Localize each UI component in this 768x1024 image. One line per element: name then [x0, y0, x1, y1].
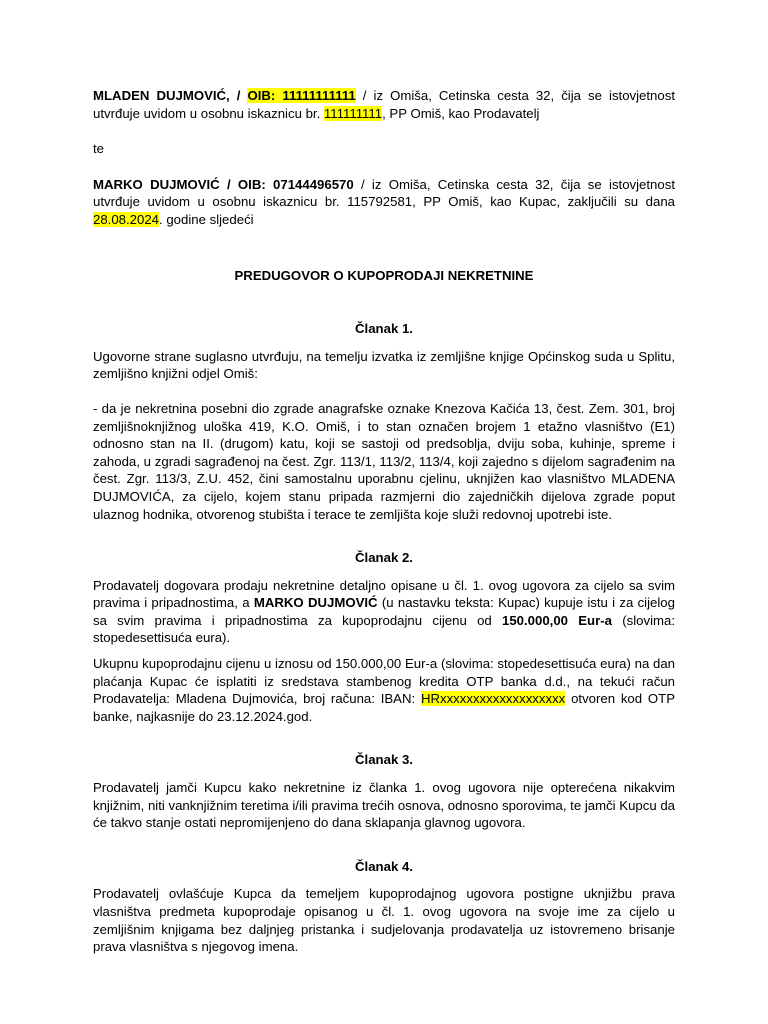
article1-heading: Članak 1. — [355, 321, 413, 337]
article2-p1-text-b: (u nastavku teksta: Kupac) kupuje istu i za cijelog sa svim pravima i pripadnostima za kupoprodajnu cijenu od — [93, 595, 675, 628]
document-page — [93, 87, 675, 956]
document-title: PREDUGOVOR O KUPOPRODAJI NEKRETNINE — [234, 267, 534, 283]
article1-paragraph1: Ugovorne strane suglasno utvrđuju, na temelju izvatka iz zemljišne knjige Općinskog suda u Splitu, zemljišno knjižni odjel Omiš: — [93, 348, 675, 382]
party2-paragraph — [93, 176, 675, 229]
article4-heading: Članak 4. — [355, 858, 413, 874]
seller-id-highlighted: 111111111 — [323, 105, 383, 121]
seller-name: MLADEN DUJMOVIĆ, / — [93, 88, 248, 103]
article1-paragraph2: - da je nekretnina posebni dio zgrade anagrafske oznake Knezova Kačića 13, čest. Zem. 301, broj zemljišnoknjižnog uloška 419, K.O. Omiš, i to stan označen brojem 1 etažno vlasništvo (E1) odnosno stan na II. (drugom) katu, koji se sastoji od predsoblja, dviju soba, kuhinje, spreme i zahoda, u zgradi sagrađenoj na čest. Zgr. 113/1, 113/2, 113/4, koji zajedno s dijelom sagrađenim na čest. Zgr. 113/3, Z.U. 452, čini samostalnu uporabnu cjelinu, uknjižen kao vlasništvo MLADENA DUJMOVIĆA, za cijelo, kojem stanu pripada razmjerni dio zajedničkih dijelova zgrade poput ulaznog hodnika, otvorenog stubišta i terace te zemljišta koje služi redovnoj upotrebi iste. — [93, 400, 675, 522]
iban-highlighted: HRxxxxxxxxxxxxxxxxxxx — [420, 691, 566, 707]
article2-price: 150.000,00 Eur-a — [502, 612, 612, 628]
seller-text: / iz Omiša, Cetinska cesta 32, čija se istovjetnost utvrđuje uvidom u osobnu iskaznicu br. — [93, 88, 675, 121]
article2-paragraph1 — [93, 577, 675, 647]
buyer-text-end: . godine sljedeći — [159, 211, 254, 227]
article2-p2-text-b: otvoren kod OTP banke, najkasnije do 23.12.2024.god. — [93, 691, 676, 724]
article2-paragraph2 — [93, 655, 675, 725]
article2-heading: Članak 2. — [355, 550, 413, 566]
buyer-text: / iz Omiša, Cetinska cesta 32, čija se istovjetnost utvrđuje uvidom u osobnu iskaznicu br. 115792581, PP Omiš, kao Kupac, zaključili su dana — [93, 176, 675, 210]
buyer-name: MARKO DUJMOVIĆ / OIB: 07144496570 — [93, 176, 354, 192]
article2-p2-text: Ukupnu kupoprodajnu cijenu u iznosu od 150.000,00 Eur-a (slovima: stopedesettisuća eura) na dan plaćanja Kupac će isplatiti iz sredstava stambenog kredita OTP banka d.d., na tekući račun Prodavatelja: Mladena Dujmovića, broj računa: IBAN: — [93, 656, 675, 707]
party1-paragraph — [93, 87, 675, 122]
seller-text-end: , PP Omiš, kao Prodavatelj — [382, 105, 540, 121]
article2-p1-text-c: (slovima: stopedesettisuća eura). — [93, 612, 675, 646]
contract-date-highlighted: 28.08.2024 — [93, 211, 160, 227]
article2-buyer-name: MARKO DUJMOVIĆ — [253, 595, 378, 611]
article4-paragraph1: Prodavatelj ovlašćuje Kupca da temeljem kupoprodajnog ugovora postigne uknjižbu prava vlasništva predmeta kupoprodaje opisanog u čl. 1. ovog ugovora na svoje ime za cijelo u zemljišnim knjigama bez daljnjeg pristanka i sudjelovanja prodavatelja uz istovremeno brisanje prava vlasništva s njegovog imena. — [93, 886, 675, 955]
article3-heading: Članak 3. — [355, 752, 413, 768]
seller-oib-highlighted: OIB: 11111111111 — [247, 88, 356, 103]
article2-p1-text: Prodavatelj dogovara prodaju nekretnine detaljno opisane u čl. 1. ovog ugovora za cijelo sa svim pravima i pripadnostima, a — [93, 577, 675, 611]
article3-paragraph1: Prodavatelj jamči Kupcu kako nekretnine iz članka 1. ovog ugovora nije opterećena nikakvim knjižnim, niti vanknjižnim teretima i/ili pravima trećih osnova, odnosno sporovima, te jamči Kupcu da će takvo stanje ostati nepromijenjeno do dana sklapanja glavnog ugovora. — [93, 780, 675, 831]
conjunction: te — [93, 141, 104, 157]
